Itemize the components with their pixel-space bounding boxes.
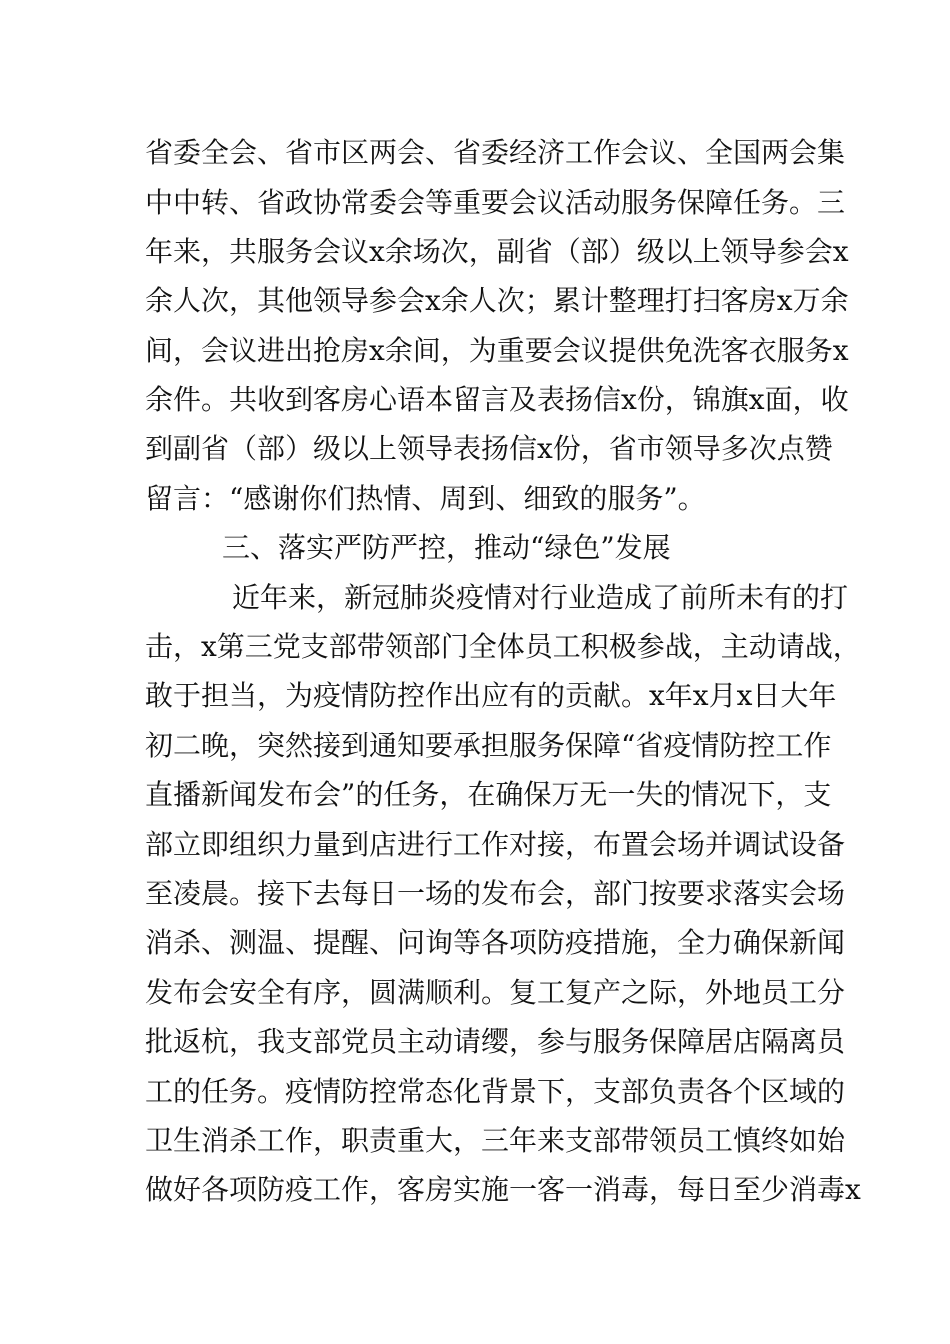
paragraph-2-line-12: 卫生消杀工作，职责重大，三年来支部带领员工慎终如始 xyxy=(145,1124,846,1157)
paragraph-2-line-5: 直播新闻发布会”的任务，在确保万无一失的情况下，支 xyxy=(145,778,832,811)
paragraph-2-line-11: 工的任务。疫情防控常态化背景下，支部负责各个区域的 xyxy=(145,1075,846,1108)
paragraph-2-line-4: 初二晚，突然接到通知要承担服务保障“省疫情防控工作 xyxy=(145,729,832,762)
paragraph-1-line-7: 到副省（部）级以上领导表扬信x份，省市领导多次点赞 xyxy=(145,432,833,465)
paragraph-2-line-8: 消杀、测温、提醒、问询等各项防疫措施，全力确保新闻 xyxy=(145,926,846,959)
paragraph-1-line-5: 间，会议进出抢房x余间，为重要会议提供免洗客衣服务x xyxy=(145,334,849,367)
paragraph-2-line-10: 批返杭，我支部党员主动请缨，参与服务保障居店隔离员 xyxy=(145,1025,846,1058)
paragraph-1-line-3: 年来，共服务会议x余场次，副省（部）级以上领导参会x xyxy=(145,235,849,268)
paragraph-1-line-2: 中中转、省政协常委会等重要会议活动服务保障任务。三 xyxy=(145,186,846,219)
paragraph-2-line-6: 部立即组织力量到店进行工作对接，布置会场并调试设备 xyxy=(145,828,846,861)
paragraph-2-line-7: 至凌晨。接下去每日一场的发布会，部门按要求落实会场 xyxy=(145,877,846,910)
paragraph-1-line-1: 省委全会、省市区两会、省委经济工作会议、全国两会集 xyxy=(145,136,846,169)
paragraph-1-line-8: 留言：“感谢你们热情、周到、细致的服务”。 xyxy=(145,482,706,515)
paragraph-2-line-13: 做好各项防疫工作，客房实施一客一消毒，每日至少消毒x xyxy=(145,1173,861,1206)
paragraph-2-line-9: 发布会安全有序，圆满顺利。复工复产之际，外地员工分 xyxy=(145,976,846,1009)
paragraph-2-line-2: 击，x第三党支部带领部门全体员工积极参战，主动请战， xyxy=(145,630,861,663)
paragraph-1-line-4: 余人次，其他领导参会x余人次；累计整理打扫客房x万余 xyxy=(145,284,849,317)
section-heading: 三、落实严防严控，推动“绿色”发展 xyxy=(222,531,671,564)
paragraph-2-line-3: 敢于担当，为疫情防控作出应有的贡献。x年x月x日大年 xyxy=(145,679,837,712)
paragraph-2-line-1: 近年来，新冠肺炎疫情对行业造成了前所未有的打 xyxy=(232,581,849,614)
paragraph-1-line-6: 余件。共收到客房心语本留言及表扬信x份，锦旗x面，收 xyxy=(145,383,849,416)
